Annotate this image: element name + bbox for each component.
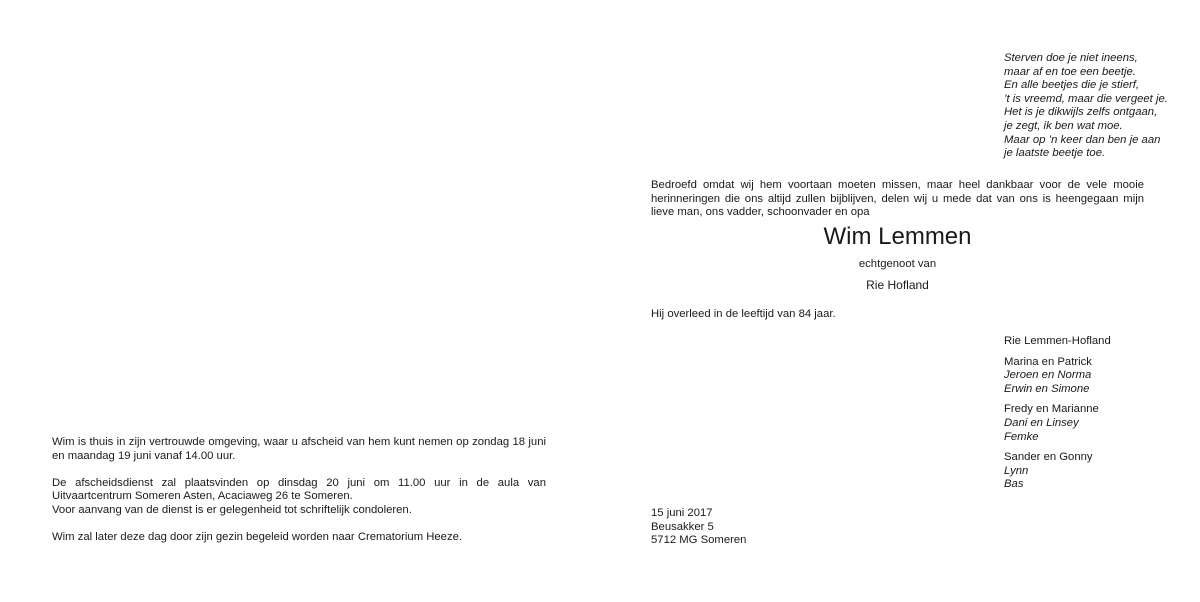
family-spouse-group	[1004, 335, 1174, 349]
address-date: 15 juni 2017	[651, 507, 713, 519]
spouse-prefix: echtgenoot van	[858, 258, 937, 270]
age-statement: Hij overleed in de leeftijd van 84 jaar.	[651, 308, 836, 320]
address-postal-city: 5712 MG Someren	[651, 534, 747, 547]
address-block	[651, 507, 951, 548]
poem-line: je laatste beetje toe.	[1004, 147, 1106, 160]
cremation-paragraph: Wim zal later deze dag door zijn gezin begeleid worden naar Crematorium Heeze.	[52, 531, 463, 544]
family-parents: Sander en Gonny	[1004, 451, 1093, 464]
left-page-text	[52, 436, 546, 545]
poem-line: Het is je dikwijls zelfs ontgaan,	[1004, 106, 1158, 119]
family-grandchild: Lynn	[1004, 464, 1029, 477]
family-group	[1004, 451, 1174, 492]
poem-line: Maar op ’n keer dan ben je aan	[1004, 133, 1161, 146]
family-grandchild: Femke	[1004, 430, 1039, 443]
family-grandchild: Erwin en Simone	[1004, 382, 1090, 395]
service-paragraph: De afscheidsdienst zal plaatsvinden op dinsdag 20 juni om 11.00 uur in de aula van Uitvaartcentrum Someren Asten, Acaciaweg 26 te Someren.	[52, 476, 546, 503]
family-grandchild: Dani en Linsey	[1004, 416, 1079, 429]
spouse-name: Rie Hofland	[866, 278, 929, 292]
poem-line: ’t is vreemd, maar die vergeet je.	[1004, 92, 1168, 105]
address-street: Beusakker 5	[651, 520, 714, 533]
family-group	[1004, 356, 1174, 397]
family-parents: Fredy en Marianne	[1004, 403, 1099, 416]
family-spouse: Rie Lemmen-Hofland	[1004, 335, 1111, 347]
family-grandchild: Jeroen en Norma	[1004, 369, 1092, 382]
deceased-name: Wim Lemmen	[823, 223, 972, 250]
family-group	[1004, 403, 1174, 444]
poem-line: maar af en toe een beetje.	[1004, 65, 1136, 78]
poem-line: je zegt, ik ben wat moe.	[1004, 119, 1123, 132]
announcement-intro: Bedroefd omdat wij hem voortaan moeten missen, maar heel dankbaar voor de vele mooie herinneringen die ons altijd zullen bijblijven, delen wij u mede dat van ons is heengegaan mijn lieve man, ons vadder, schoonvader en opa	[651, 179, 1144, 219]
family-list	[1004, 335, 1174, 499]
family-grandchild: Bas	[1004, 478, 1024, 491]
poem-line: En alle beetjes die je stierf,	[1004, 79, 1140, 92]
visitation-paragraph: Wim is thuis in zijn vertrouwde omgeving, waar u afscheid van hem kunt nemen op zondag 18 juni en maandag 19 juni vanaf 14.00 uur.	[52, 436, 546, 462]
poem	[1004, 52, 1174, 161]
family-parents: Marina en Patrick	[1004, 355, 1092, 368]
poem-line: Sterven doe je niet ineens,	[1004, 52, 1138, 64]
condolence-paragraph: Voor aanvang van de dienst is er gelegenheid tot schriftelijk condoleren.	[52, 503, 412, 516]
